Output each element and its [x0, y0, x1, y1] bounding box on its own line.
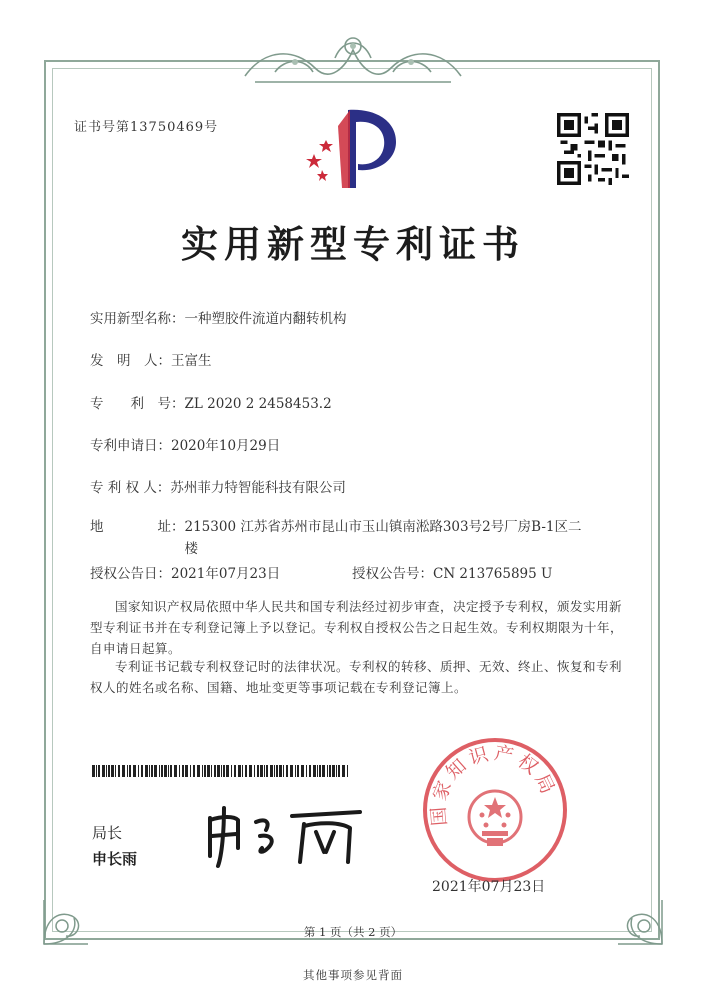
barcode-bar: [214, 765, 216, 777]
barcode-bar: [170, 765, 172, 777]
field-value: 王富生: [171, 353, 212, 369]
barcode-bar: [149, 765, 150, 777]
barcode-bar: [96, 765, 97, 777]
barcode-bar: [290, 765, 293, 777]
barcode-bar: [223, 765, 225, 777]
barcode-bar: [164, 765, 167, 777]
field-label: 专 利 权 人：: [90, 480, 171, 496]
barcode-bar: [204, 765, 206, 777]
barcode-bar: [295, 765, 296, 777]
seal-date: 2021年07月23日: [432, 879, 546, 895]
field-value: 一种塑胶件流道内翻转机构: [184, 311, 347, 327]
barcode-bar: [245, 765, 247, 777]
barcode-bar: [111, 765, 114, 777]
field-label: 专 利 号：: [90, 396, 185, 412]
barcode-bar: [260, 765, 263, 777]
barcode-bar: [338, 765, 340, 777]
barcode-bar: [168, 765, 169, 777]
barcode-bar: [306, 765, 307, 777]
qr-code: [557, 113, 629, 185]
barcode-bar: [317, 765, 318, 777]
barcode-bar: [129, 765, 131, 777]
barcode-bar: [226, 765, 229, 777]
barcode-bar: [202, 765, 203, 777]
field-utility-model-name: [90, 307, 347, 327]
barcode-bar: [322, 765, 325, 777]
barcode-bar: [197, 765, 200, 777]
barcode-bar: [270, 765, 273, 777]
barcode-bar: [276, 765, 278, 777]
barcode-bar: [332, 765, 335, 777]
field-label: 发 明 人：: [90, 353, 171, 369]
barcode-bar: [336, 765, 337, 777]
barcode-bar: [179, 765, 180, 777]
field-address: [90, 516, 585, 560]
field-filing-date: [90, 434, 280, 454]
field-value: 苏州菲力特智能科技有限公司: [170, 480, 346, 496]
barcode-bar: [154, 765, 157, 777]
field-patentee: [90, 476, 346, 496]
field-inventor: [90, 349, 212, 369]
barcode-bar: [279, 765, 282, 777]
barcode-bar: [249, 765, 252, 777]
barcode-bar: [122, 765, 125, 777]
barcode-bar: [138, 765, 139, 777]
field-label: 地 址：: [90, 519, 185, 535]
barcode-bar: [211, 765, 212, 777]
barcode-bar: [207, 765, 210, 777]
barcode-bar: [313, 765, 316, 777]
field-value: CN 213765895 U: [433, 566, 553, 582]
director-signature: [200, 800, 370, 870]
barcode-bar: [266, 765, 268, 777]
field-value: 215300 江苏省苏州市昆山市玉山镇南淞路303号2号厂房B-1区二楼: [184, 519, 582, 557]
barcode-bar: [342, 765, 345, 777]
statement-paragraph-2: 专利证书记载专利权登记时的法律状况。专利权的转移、质押、无效、终止、恢复和专利权人的姓名或名称、国籍、地址变更等事项记载在专利登记簿上。: [90, 659, 623, 695]
official-seal: [420, 735, 570, 885]
barcode-bar: [309, 765, 311, 777]
field-label: 授权公告号：: [352, 566, 433, 582]
barcode-bar: [329, 765, 331, 777]
director-title: 局长: [92, 824, 123, 842]
barcode-bar: [159, 765, 160, 777]
barcode-bar: [102, 765, 105, 777]
patent-office-logo: [296, 102, 406, 192]
barcode-bar: [185, 765, 188, 777]
barcode-bar: [347, 765, 348, 777]
page-indicator: 第 1 页（共 2 页）: [303, 925, 403, 939]
statement-paragraph-1: 国家知识产权局依照中华人民共和国专利法经过初步审查，决定授予专利权，颁发实用新型专利证书并在专利登记簿上予以登记。专利权自授权公告之日起生效。专利权期限为十年，自申请日起算。: [90, 599, 624, 656]
barcode-bar: [193, 765, 195, 777]
footer-note: 其他事项参见背面: [303, 968, 403, 982]
barcode-bar: [141, 765, 143, 777]
barcode-bar: [217, 765, 220, 777]
barcode-bar: [190, 765, 191, 777]
barcode-bar: [238, 765, 241, 777]
field-value: 2020年10月29日: [171, 438, 281, 454]
barcode-bar: [221, 765, 222, 777]
barcode-bar: [264, 765, 265, 777]
barcode-bar: [283, 765, 284, 777]
barcode-bar: [106, 765, 107, 777]
barcode-bar: [242, 765, 243, 777]
barcode-bar: [234, 765, 236, 777]
field-value: 2021年07月23日: [171, 566, 281, 582]
director-name: 申长雨: [92, 850, 138, 868]
top-ornament: [235, 28, 471, 88]
field-label: 实用新型名称：: [90, 311, 185, 327]
barcode-bar: [108, 765, 110, 777]
barcode-bar: [92, 765, 95, 777]
barcode-bar: [327, 765, 328, 777]
field-grant-date: [90, 562, 280, 582]
barcode-bar: [118, 765, 120, 777]
certificate-number: 证书号第13750469号: [74, 120, 219, 135]
field-label: 专利申请日：: [90, 438, 171, 454]
barcode-bar: [254, 765, 255, 777]
field-value: ZL 2020 2 2458453.2: [184, 396, 332, 412]
barcode-bar: [257, 765, 259, 777]
seal-text: 国家知识产权局: [427, 741, 561, 827]
field-grant-number: [352, 562, 552, 582]
barcode-bar: [182, 765, 184, 777]
certificate-title: 实用新型专利证书: [181, 222, 525, 266]
barcode-bar: [133, 765, 136, 777]
barcode-bar: [151, 765, 153, 777]
barcode-bar: [231, 765, 232, 777]
barcode-bar: [274, 765, 275, 777]
barcode-bar: [98, 765, 100, 777]
barcode-bar: [286, 765, 288, 777]
barcode-bar: [174, 765, 177, 777]
barcode-bar: [115, 765, 116, 777]
barcode-bar: [319, 765, 321, 777]
field-patent-number: [90, 392, 332, 412]
barcode-bar: [161, 765, 163, 777]
barcode: [92, 765, 350, 777]
barcode-bar: [301, 765, 304, 777]
barcode-bar: [297, 765, 299, 777]
field-label: 授权公告日：: [90, 566, 171, 582]
barcode-bar: [127, 765, 128, 777]
barcode-bar: [145, 765, 148, 777]
